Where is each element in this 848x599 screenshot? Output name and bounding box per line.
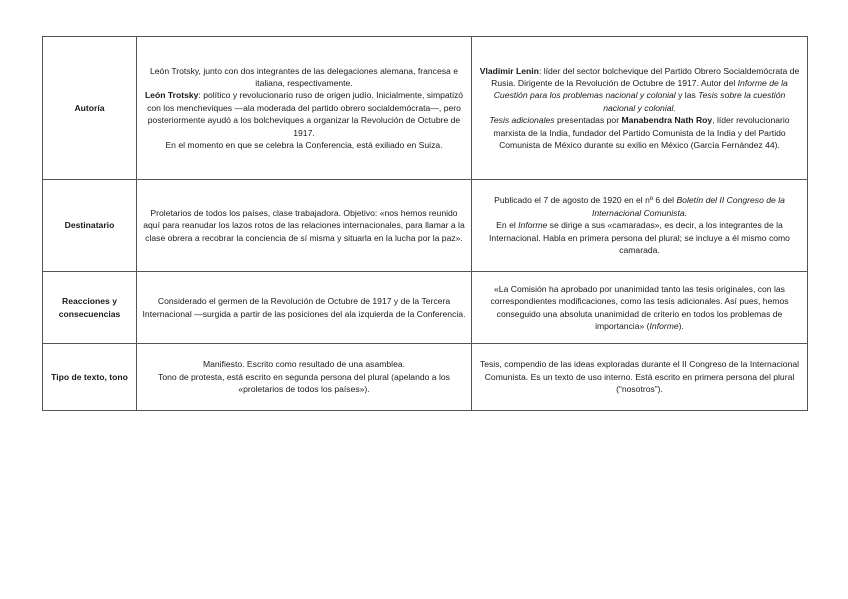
text-run: Informe (518, 220, 548, 231)
cell-paragraph (477, 194, 802, 219)
cell-right (472, 37, 808, 180)
cell-left (137, 37, 472, 180)
cell-paragraph (477, 219, 802, 256)
table-row-reacciones (43, 272, 808, 344)
text-run: Boletín del II Congreso de la Internacional Comunista. (591, 195, 785, 218)
cell-paragraph (142, 295, 466, 320)
text-run: León Trotsky, junto con dos integrantes de las delegaciones alemana, francesa e italiana, respectivamente. (150, 65, 458, 88)
row-label: Reacciones y consecuencias (43, 272, 137, 344)
cell-paragraph (142, 89, 466, 139)
cell-paragraph (477, 358, 802, 395)
text-run: Vladímir Lenin (479, 65, 539, 76)
text-run: ). (678, 320, 684, 331)
cell-paragraph (142, 65, 466, 90)
text-run: Proletarios de todos los países, clase trabajadora. Objetivo: «nos hemos reunido aquí para reanudar los lazos rotos de las relaciones internacionales, para llamar a la clase obrera a recobrar la conciencia de sí misma y situarla en la lucha por la paz». (143, 207, 465, 243)
text-run: Informe (649, 320, 679, 331)
text-run: «La Comisión ha aprobado por unanimidad tanto las tesis originales, con las correspondientes modificaciones, como las tesis adicionales. Así pues, hemos conseguido una absoluta unanimidad de criterio en todos los problemas de importancia» ( (490, 283, 789, 331)
cell-paragraph (477, 283, 802, 333)
cell-left (137, 344, 472, 411)
cell-paragraph (142, 371, 466, 396)
text-run: y las (675, 90, 699, 101)
text-run: León Trotsky (144, 90, 199, 101)
cell-paragraph (142, 358, 466, 370)
cell-right (472, 344, 808, 411)
table-row-tipo (43, 344, 808, 411)
text-run: Tesis, compendio de las ideas exploradas durante el II Congreso de la Internacional Comunista. Es un texto de uso interno. Está escrito en primera persona del plural (“nosotros”). (479, 359, 800, 395)
cell-right (472, 180, 808, 272)
text-run: , líder revolucionario marxista de la India, fundador del Partido Comunista de la India y del Partido Comunista de México durante su exilio en México (García Fernández 44). (493, 115, 790, 151)
text-run: Tono de protesta, está escrito en segunda persona del plural (apelando a los «proletarios de todos los países»). (158, 371, 450, 395)
text-run: Considerado el germen de la Revolución de Octubre de 1917 y de la Tercera Internacional —surgida a partir de las posiciones del ala izquierda de la Conferencia. (142, 296, 466, 319)
cell-right (472, 272, 808, 344)
text-run: En el momento en que se celebra la Conferencia, está exiliado en Suiza. (165, 140, 443, 151)
row-label: Autoría (43, 37, 137, 180)
table-row-destinatario (43, 180, 808, 272)
row-label: Tipo de texto, tono (43, 344, 137, 411)
comparison-table (42, 36, 808, 411)
text-run: Informe de la Cuestión para los problemas nacional y colonial (493, 77, 788, 101)
row-label: Destinatario (43, 180, 137, 272)
text-run: Tesis adicionales (489, 115, 555, 126)
text-run: presentadas por (554, 115, 622, 126)
text-run: Publicado el 7 de agosto de 1920 en el nº 6 del (494, 195, 677, 206)
text-run: Manifiesto. Escrito como resultado de una asamblea. (202, 359, 406, 370)
text-run: : líder del sector bolchevique del Partido Obrero Socialdemócrata de Rusia. Dirigente de la Revolución de Octubre de 1917. Autor del (491, 65, 800, 88)
cell-paragraph (477, 114, 802, 151)
text-run: : político y revolucionario ruso de origen judío. Inicialmente, simpatizó con los mencheviques —ala moderada del partido obrero socialdemócrata—, pero posteriormente ayudó a los bolcheviques a organizar la Revolución de Octubre de 1917. (147, 90, 464, 138)
text-run: se dirige a sus «camaradas», es decir, a los integrantes de la Internacional. Habla en primera persona del plural; se incluye a él mismo como camarada. (489, 220, 790, 256)
cell-paragraph (142, 207, 466, 244)
cell-paragraph (477, 65, 802, 115)
text-run: Manabendra Nath Roy (621, 115, 713, 126)
text-run: Tesis sobre la cuestión nacional y colonial. (603, 90, 786, 113)
table-row-autoria (43, 37, 808, 180)
cell-left (137, 272, 472, 344)
cell-left (137, 180, 472, 272)
cell-paragraph (142, 139, 466, 151)
text-run: En el (496, 220, 519, 231)
